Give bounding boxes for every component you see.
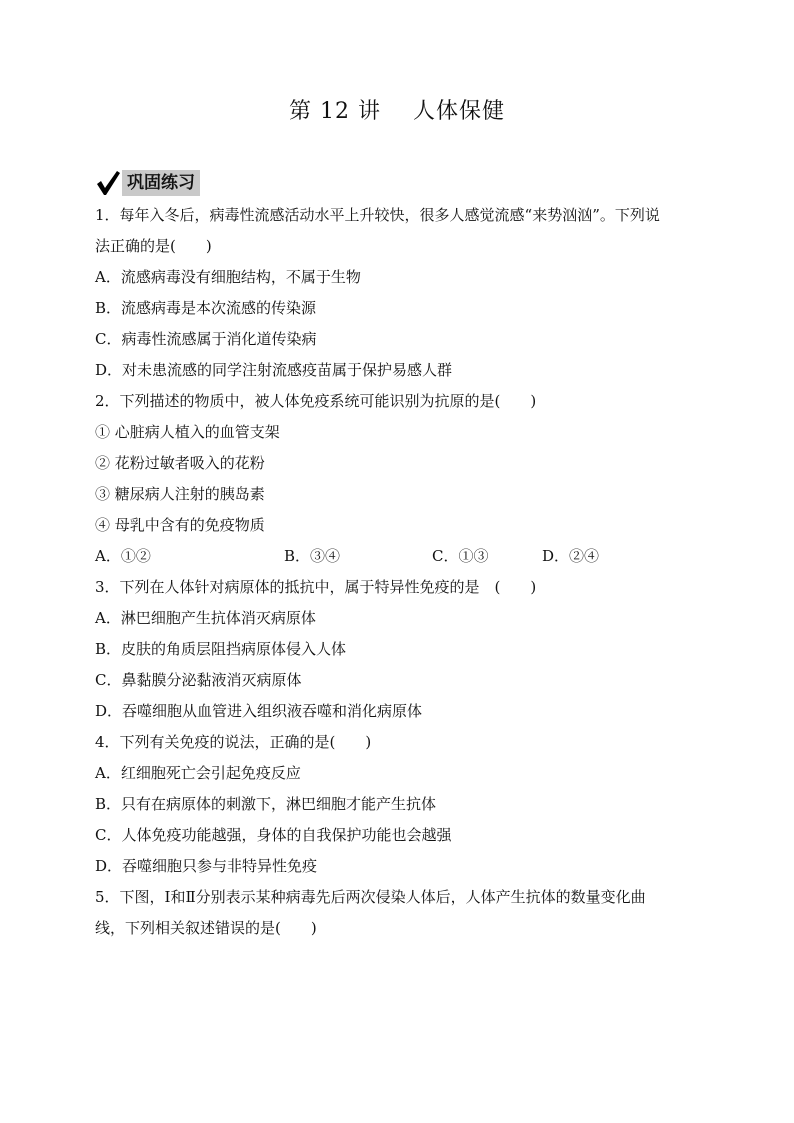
text-line: A．红细胞死亡会引起免疫反应: [95, 764, 301, 782]
text-line: ① 心脏病人植入的血管支架: [95, 423, 280, 441]
text-line: 5．下图，Ⅰ和Ⅱ分别表示某种病毒先后两次侵染人体后，人体产生抗体的数量变化曲: [95, 888, 646, 906]
text-line: 1．每年入冬后，病毒性流感活动水平上升较快，很多人感觉流感“来势汹汹”。下列说: [95, 206, 660, 224]
text-line: D．吞噬细胞从血管进入组织液吞噬和消化病原体: [95, 702, 423, 720]
text-line: A．流感病毒没有细胞结构，不属于生物: [95, 268, 361, 286]
text-line: 线，下列相关叙述错误的是( ): [95, 919, 317, 937]
text-line: C．病毒性流感属于消化道传染病: [95, 330, 317, 348]
text-line: B．皮肤的角质层阻挡病原体侵入人体: [95, 640, 347, 658]
text-line: ④ 母乳中含有的免疫物质: [95, 516, 265, 534]
text-line: C．人体免疫功能越强，身体的自我保护功能也会越强: [95, 826, 452, 844]
q2-option-b: B．③④: [284, 547, 341, 565]
page-title: 第 12 讲 人体保健: [289, 99, 505, 124]
q2-option-d: D．②④: [542, 547, 600, 565]
text-line: C．鼻黏膜分泌黏液消灭病原体: [95, 671, 302, 689]
checkmark-icon: [95, 170, 121, 196]
text-line: ③ 糖尿病人注射的胰岛素: [95, 485, 265, 503]
text-line: D．吞噬细胞只参与非特异性免疫: [95, 857, 318, 875]
text-line: ② 花粉过敏者吸入的花粉: [95, 454, 265, 472]
text-line: 2．下列描述的物质中，被人体免疫系统可能识别为抗原的是( ): [95, 392, 537, 410]
text-line: 4．下列有关免疫的说法，正确的是( ): [95, 733, 372, 751]
section-label: 巩固练习: [122, 170, 200, 196]
q2-option-a: A．①②: [95, 547, 151, 565]
text-line: B．只有在病原体的刺激下，淋巴细胞才能产生抗体: [95, 795, 437, 813]
section-header: [95, 170, 200, 196]
question-content: [95, 200, 705, 944]
q2-option-c: C．①③: [432, 547, 489, 565]
q2-options-row: [95, 541, 705, 572]
text-line: 3．下列在人体针对病原体的抵抗中，属于特异性免疫的是 ( ): [95, 578, 537, 596]
text-line: B．流感病毒是本次流感的传染源: [95, 299, 317, 317]
text-line: D．对未患流感的同学注射流感疫苗属于保护易感人群: [95, 361, 453, 379]
text-line: A．淋巴细胞产生抗体消灭病原体: [95, 609, 316, 627]
text-line: 法正确的是( ): [95, 237, 212, 255]
